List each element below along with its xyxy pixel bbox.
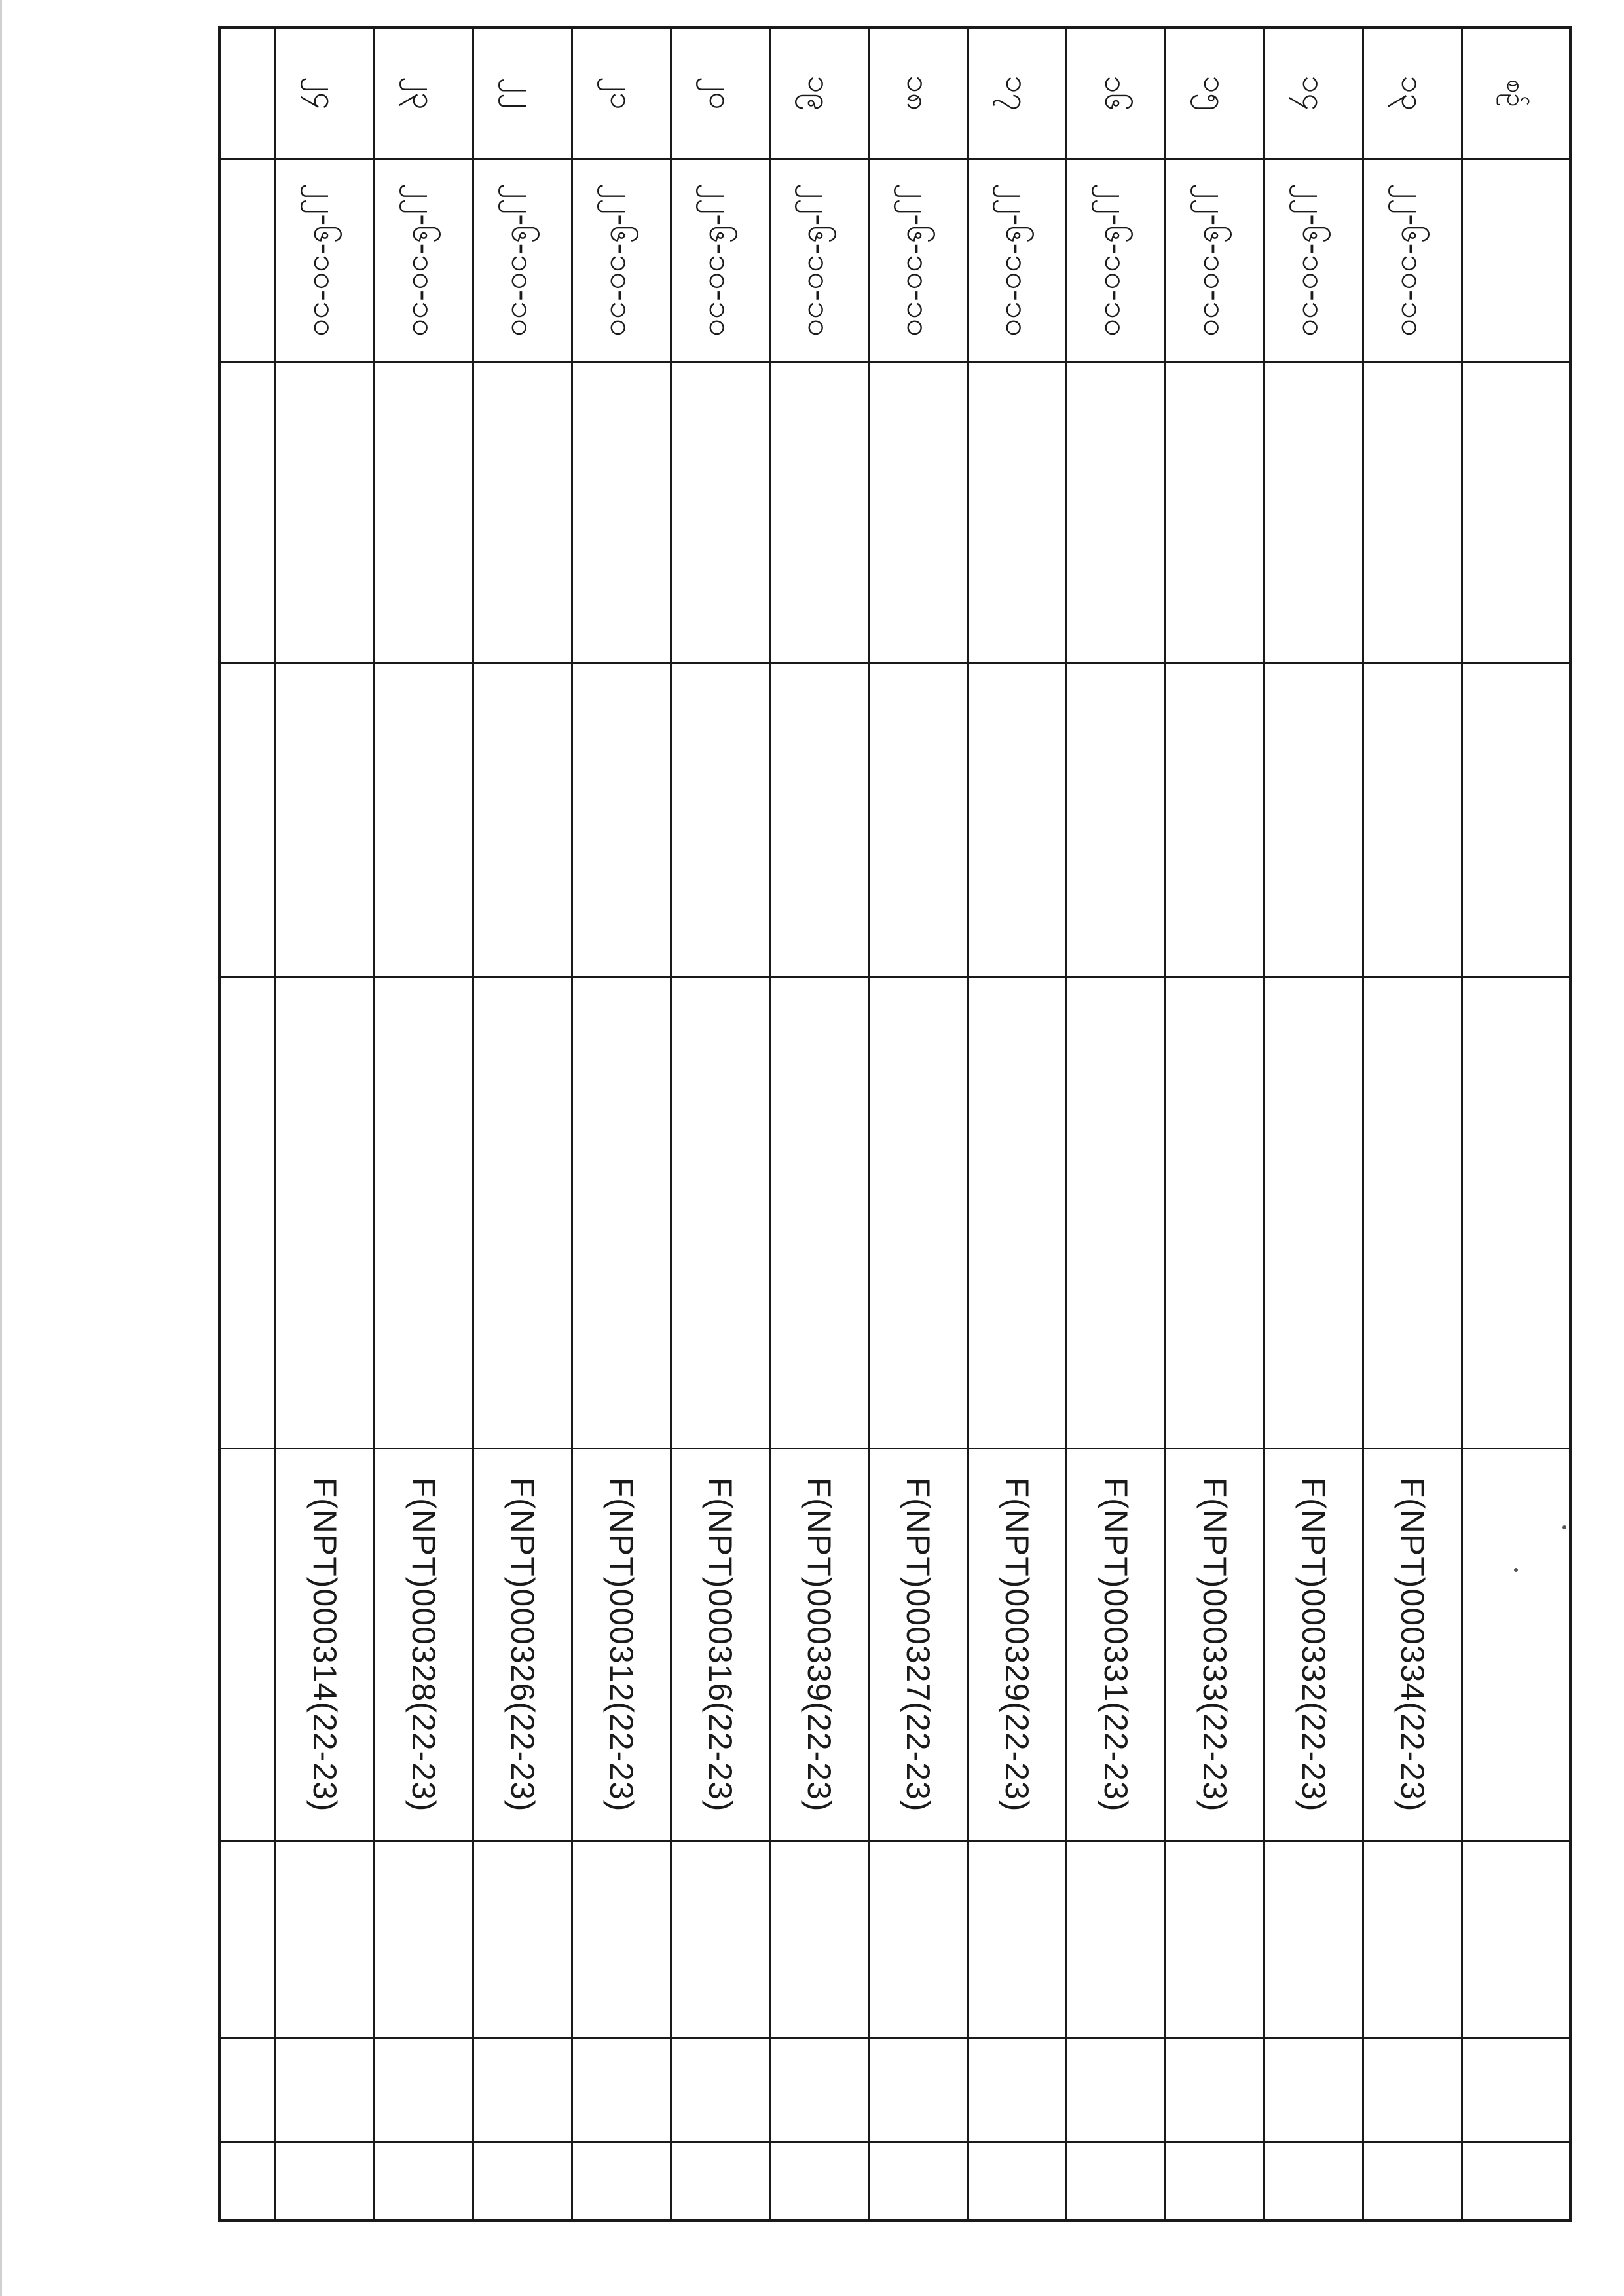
cell-township (375, 1841, 473, 2037)
cell-period (968, 2037, 1067, 2142)
cell-date: ၂၂-၆-၁၀-၁၀ (375, 158, 473, 361)
cell-license_no: F(NPT)000333(22-23) (1166, 1448, 1264, 1841)
cell-business (375, 663, 473, 977)
table-row (968, 27, 1067, 2221)
cell-license_no: F(NPT)000316(22-23) (671, 1448, 770, 1841)
cell-business (1264, 663, 1363, 977)
cell-name (671, 361, 770, 663)
cell-date: ၂၂-၆-၁၀-၁၀ (1264, 158, 1363, 361)
cell-address (276, 977, 375, 1448)
cell-name (375, 361, 473, 663)
header-township (1462, 1841, 1571, 2037)
empty-cell (219, 2142, 276, 2221)
cell-remark (276, 2142, 375, 2221)
license-register-table (218, 26, 1572, 2222)
cell-date: ၂၂-၆-၁၀-၁၀ (473, 158, 572, 361)
cell-no: ၁၃ (1363, 27, 1462, 158)
table-row (1264, 27, 1363, 2221)
cell-date: ၂၂-၆-၁၀-၁၀ (1363, 158, 1462, 361)
cell-period (276, 2037, 375, 2142)
header-address (1462, 977, 1571, 1448)
table-row (1363, 27, 1462, 2221)
cell-business (276, 663, 375, 977)
cell-remark (770, 2142, 869, 2221)
cell-no: ၁၇ (968, 27, 1067, 158)
cell-address (770, 977, 869, 1448)
cell-remark (1363, 2142, 1462, 2221)
empty-cell (219, 1841, 276, 2037)
cell-period (1264, 2037, 1363, 2142)
cell-date: ၂၂-၆-၁၀-၁၀ (1166, 158, 1264, 361)
cell-name (770, 361, 869, 663)
scan-speck (1514, 1568, 1518, 1572)
cell-remark (473, 2142, 572, 2221)
cell-address (1363, 977, 1462, 1448)
cell-license_no: F(NPT)000339(22-23) (770, 1448, 869, 1841)
header-period (1462, 2037, 1571, 2142)
cell-name (968, 361, 1067, 663)
empty-row (219, 27, 276, 2221)
cell-no: ၂၃ (375, 27, 473, 158)
empty-cell (219, 977, 276, 1448)
cell-name (1067, 361, 1166, 663)
header-name (1462, 361, 1571, 663)
cell-date: ၂၂-၆-၁၀-၁၀ (968, 158, 1067, 361)
header-business (1462, 663, 1571, 977)
cell-license_no: F(NPT)000328(22-23) (375, 1448, 473, 1841)
cell-period (1166, 2037, 1264, 2142)
cell-business (671, 663, 770, 977)
header-license_no (1462, 1448, 1571, 1841)
cell-remark (869, 2142, 968, 2221)
cell-address (671, 977, 770, 1448)
cell-township (572, 1841, 671, 2037)
cell-no: ၁၆ (1067, 27, 1166, 158)
cell-township (1264, 1841, 1363, 2037)
cell-township (1067, 1841, 1166, 2037)
table-row (1166, 27, 1264, 2221)
cell-date: ၂၂-၆-၁၀-၁၀ (869, 158, 968, 361)
empty-cell (219, 158, 276, 361)
cell-no: ၂၄ (276, 27, 375, 158)
header-no: စဉ် (1462, 27, 1571, 158)
cell-business (1166, 663, 1264, 977)
cell-township (473, 1841, 572, 2037)
cell-township (869, 1841, 968, 2037)
cell-license_no: F(NPT)000314(22-23) (276, 1448, 375, 1841)
cell-township (770, 1841, 869, 2037)
cell-name (1363, 361, 1462, 663)
cell-business (770, 663, 869, 977)
cell-period (671, 2037, 770, 2142)
cell-business (572, 663, 671, 977)
cell-township (276, 1841, 375, 2037)
cell-township (671, 1841, 770, 2037)
cell-no: ၂၀ (671, 27, 770, 158)
cell-address (473, 977, 572, 1448)
empty-cell (219, 663, 276, 977)
cell-business (1363, 663, 1462, 977)
cell-address (869, 977, 968, 1448)
empty-cell (219, 1448, 276, 1841)
header-date (1462, 158, 1571, 361)
cell-license_no: F(NPT)000331(22-23) (1067, 1448, 1166, 1841)
cell-address (1166, 977, 1264, 1448)
cell-address (572, 977, 671, 1448)
cell-date: ၂၂-၆-၁၀-၁၀ (770, 158, 869, 361)
cell-period (869, 2037, 968, 2142)
cell-period (473, 2037, 572, 2142)
empty-cell (219, 2037, 276, 2142)
cell-name (1166, 361, 1264, 663)
table-row (276, 27, 375, 2221)
cell-period (1363, 2037, 1462, 2142)
cell-business (968, 663, 1067, 977)
cell-no: ၁၄ (1264, 27, 1363, 158)
cell-license_no: F(NPT)000326(22-23) (473, 1448, 572, 1841)
cell-date: ၂၂-၆-၁၀-၁၀ (1067, 158, 1166, 361)
table-row (1067, 27, 1166, 2221)
cell-date: ၂၂-၆-၁၀-၁၀ (276, 158, 375, 361)
cell-period (375, 2037, 473, 2142)
cell-name (572, 361, 671, 663)
cell-remark (1067, 2142, 1166, 2221)
cell-no: ၁၅ (1166, 27, 1264, 158)
cell-remark (1264, 2142, 1363, 2221)
empty-cell (219, 361, 276, 663)
header-row (1462, 27, 1571, 2221)
cell-license_no: F(NPT)000312(22-23) (572, 1448, 671, 1841)
cell-remark (671, 2142, 770, 2221)
cell-license_no: F(NPT)000327(22-23) (869, 1448, 968, 1841)
cell-period (572, 2037, 671, 2142)
cell-business (473, 663, 572, 977)
table-row (375, 27, 473, 2221)
cell-license_no: F(NPT)000334(22-23) (1363, 1448, 1462, 1841)
cell-business (869, 663, 968, 977)
cell-no: ၂၁ (572, 27, 671, 158)
cell-no: ၂၂ (473, 27, 572, 158)
scan-speck (1562, 1525, 1566, 1529)
cell-no: ၁၈ (869, 27, 968, 158)
cell-date: ၂၂-၆-၁၀-၁၀ (572, 158, 671, 361)
table-body (219, 27, 1462, 2221)
cell-address (375, 977, 473, 1448)
cell-remark (572, 2142, 671, 2221)
cell-date: ၂၂-၆-၁၀-၁၀ (671, 158, 770, 361)
cell-township (1363, 1841, 1462, 2037)
cell-remark (375, 2142, 473, 2221)
cell-no: ၁၉ (770, 27, 869, 158)
table-row (572, 27, 671, 2221)
cell-remark (1166, 2142, 1264, 2221)
document-title (147, 79, 193, 2174)
table-row (770, 27, 869, 2221)
cell-name (869, 361, 968, 663)
cell-business (1067, 663, 1166, 977)
cell-name (276, 361, 375, 663)
cell-address (1264, 977, 1363, 1448)
cell-period (1067, 2037, 1166, 2142)
cell-address (1067, 977, 1166, 1448)
cell-license_no: F(NPT)000329(22-23) (968, 1448, 1067, 1841)
empty-cell (219, 27, 276, 158)
cell-address (968, 977, 1067, 1448)
cell-township (968, 1841, 1067, 2037)
cell-township (1166, 1841, 1264, 2037)
cell-period (770, 2037, 869, 2142)
cell-name (1264, 361, 1363, 663)
table-row (671, 27, 770, 2221)
cell-license_no: F(NPT)000332(22-23) (1264, 1448, 1363, 1841)
cell-remark (968, 2142, 1067, 2221)
cell-name (473, 361, 572, 663)
table-row (869, 27, 968, 2221)
header-remark (1462, 2142, 1571, 2221)
table-row (473, 27, 572, 2221)
